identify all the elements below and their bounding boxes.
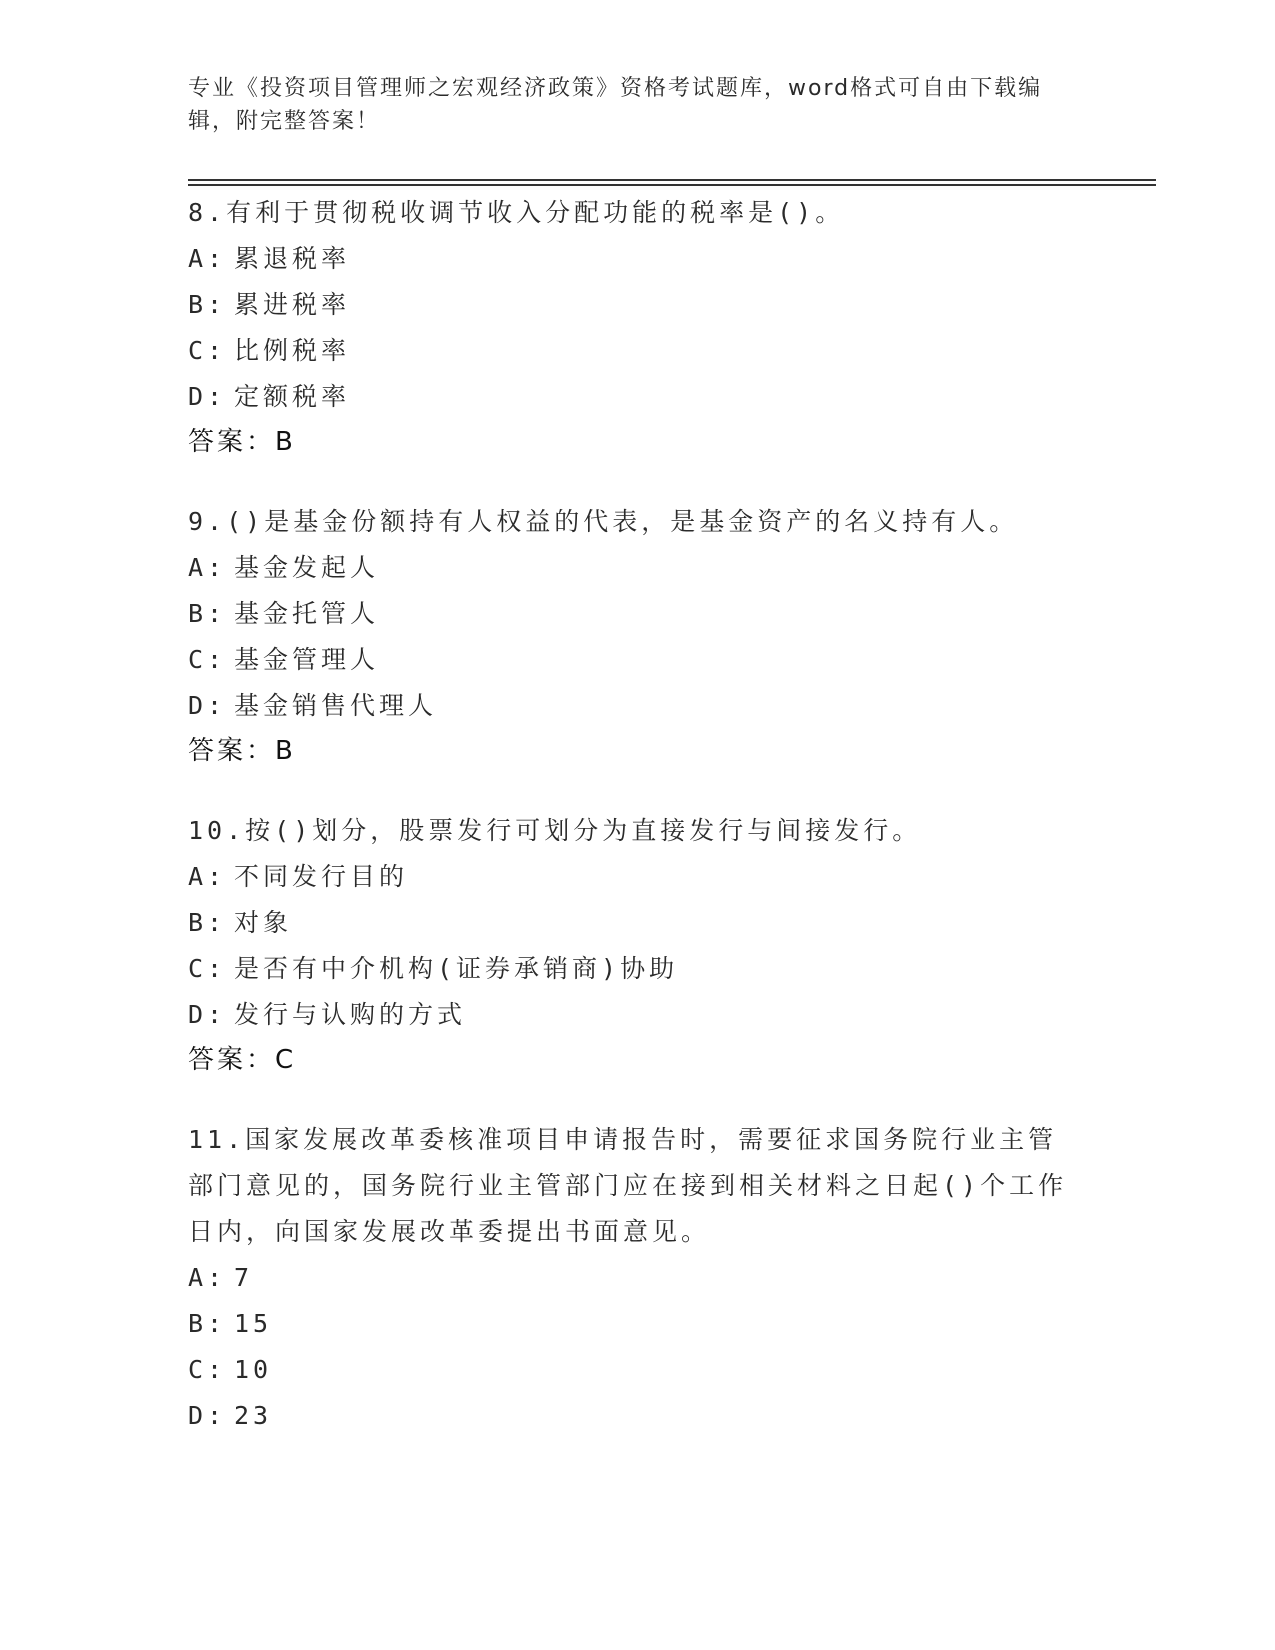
option-key: A: xyxy=(188,244,227,273)
option-key: B: xyxy=(188,599,227,628)
header-divider-bottom xyxy=(188,184,1156,186)
option-b xyxy=(188,1301,1088,1347)
option-text: 对象 xyxy=(234,908,293,937)
answer-line: 答案：C xyxy=(188,1045,297,1075)
option-key: D: xyxy=(188,382,227,411)
option-text: 基金管理人 xyxy=(234,645,380,674)
option-key: A: xyxy=(188,1263,227,1292)
option-key: B: xyxy=(188,1309,227,1338)
option-b xyxy=(188,282,1088,328)
answer-line: 答案：B xyxy=(188,427,296,457)
option-text: 7 xyxy=(234,1263,254,1292)
option-text: 是否有中介机构(证券承销商)协助 xyxy=(234,954,679,983)
question-9 xyxy=(188,499,1088,773)
option-text: 23 xyxy=(234,1401,273,1430)
option-key: A: xyxy=(188,553,227,582)
document-header xyxy=(188,72,1068,138)
option-b xyxy=(188,900,1088,946)
question-stem: 11.国家发展改革委核准项目申请报告时，需要征求国务院行业主管部门意见的，国务院行业主管部门应在接到相关材料之日起()个工作日内，向国家发展改革委提出书面意见。 xyxy=(188,1125,1068,1246)
question-list xyxy=(188,190,1088,1474)
option-d xyxy=(188,374,1088,420)
option-text: 比例税率 xyxy=(234,336,351,365)
header-intro-text: 专业《投资项目管理师之宏观经济政策》资格考试题库，word格式可自由下载编辑，附完整答案！ xyxy=(188,76,1043,134)
question-stem: 10.按()划分，股票发行可划分为直接发行与间接发行。 xyxy=(188,816,922,845)
option-text: 基金销售代理人 xyxy=(234,691,438,720)
answer-line: 答案：B xyxy=(188,736,296,766)
option-key: D: xyxy=(188,1000,227,1029)
option-key: D: xyxy=(188,1401,227,1430)
option-key: C: xyxy=(188,645,227,674)
option-c xyxy=(188,328,1088,374)
question-10 xyxy=(188,808,1088,1082)
question-stem: 8.有利于贯彻税收调节收入分配功能的税率是()。 xyxy=(188,198,845,227)
option-d xyxy=(188,992,1088,1038)
option-key: C: xyxy=(188,1355,227,1384)
option-text: 基金发起人 xyxy=(234,553,380,582)
option-text: 10 xyxy=(234,1355,273,1384)
option-key: B: xyxy=(188,290,227,319)
option-key: D: xyxy=(188,691,227,720)
header-divider-top xyxy=(188,179,1156,181)
option-a xyxy=(188,236,1088,282)
option-a xyxy=(188,854,1088,900)
option-key: C: xyxy=(188,954,227,983)
option-key: B: xyxy=(188,908,227,937)
option-b xyxy=(188,591,1088,637)
option-text: 不同发行目的 xyxy=(234,862,409,891)
option-c xyxy=(188,946,1088,992)
option-key: C: xyxy=(188,336,227,365)
option-key: A: xyxy=(188,862,227,891)
option-text: 15 xyxy=(234,1309,273,1338)
option-text: 定额税率 xyxy=(234,382,351,411)
question-8 xyxy=(188,190,1088,464)
question-11 xyxy=(188,1117,1088,1439)
option-text: 累进税率 xyxy=(234,290,351,319)
option-a xyxy=(188,1255,1088,1301)
option-a xyxy=(188,545,1088,591)
option-text: 累退税率 xyxy=(234,244,351,273)
option-text: 发行与认购的方式 xyxy=(234,1000,467,1029)
option-d xyxy=(188,1393,1088,1439)
option-text: 基金托管人 xyxy=(234,599,380,628)
option-d xyxy=(188,683,1088,729)
option-c xyxy=(188,637,1088,683)
question-stem: 9.()是基金份额持有人权益的代表，是基金资产的名义持有人。 xyxy=(188,507,1019,536)
option-c xyxy=(188,1347,1088,1393)
